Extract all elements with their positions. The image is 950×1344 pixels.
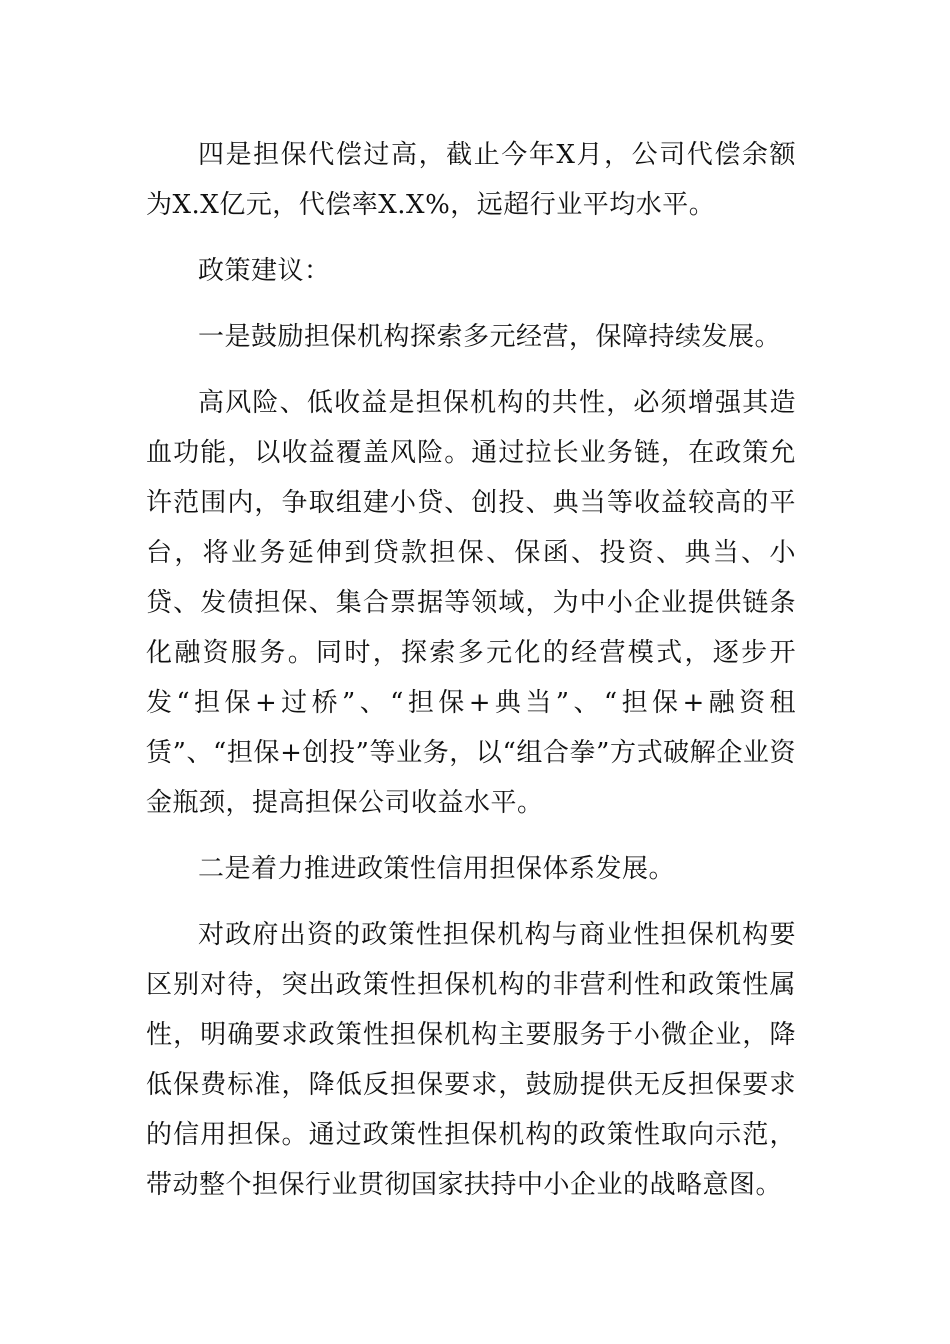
paragraph-suggestion-two-body: 对政府出资的政策性担保机构与商业性担保机构要区别对待，突出政策性担保机构的非营利性和政策性属性，明确要求政策性担保机构主要服务于小微企业，降低保费标准，降低反担保要求，鼓励提供无反担保要求的信用担保。通过政策性担保机构的政策性取向示范，带动整个担保行业贯彻国家扶持中小企业的战略意图。: [146, 920, 796, 1200]
paragraph-guarantee-compensation: 四是担保代偿过高，截止今年X月，公司代偿余额为X.X亿元，代偿率X.X%，远超行业平均水平。: [146, 140, 796, 220]
paragraph-policy-suggestions-heading: 政策建议：: [198, 256, 331, 286]
paragraph-suggestion-one-body: 高风险、低收益是担保机构的共性，必须增强其造血功能，以收益覆盖风险。通过拉长业务链，在政策允许范围内，争取组建小贷、创投、典当等收益较高的平台，将业务延伸到贷款担保、保函、投资、典当、小贷、发债担保、集合票据等领域，为中小企业提供链条化融资服务。同时，探索多元化的经营模式，逐步开发“担保+过桥”、“担保+典当”、“担保+融资租赁”、“担保+创投”等业务，以“组合拳”方式破解企业资金瓶颈，提高担保公司收益水平。: [146, 388, 796, 818]
paragraph-suggestion-one-heading: 一是鼓励担保机构探索多元经营，保障持续发展。: [198, 322, 782, 352]
document-body: [146, 130, 796, 1226]
paragraph-suggestion-two-heading: 二是着力推进政策性信用担保体系发展。: [198, 854, 676, 884]
